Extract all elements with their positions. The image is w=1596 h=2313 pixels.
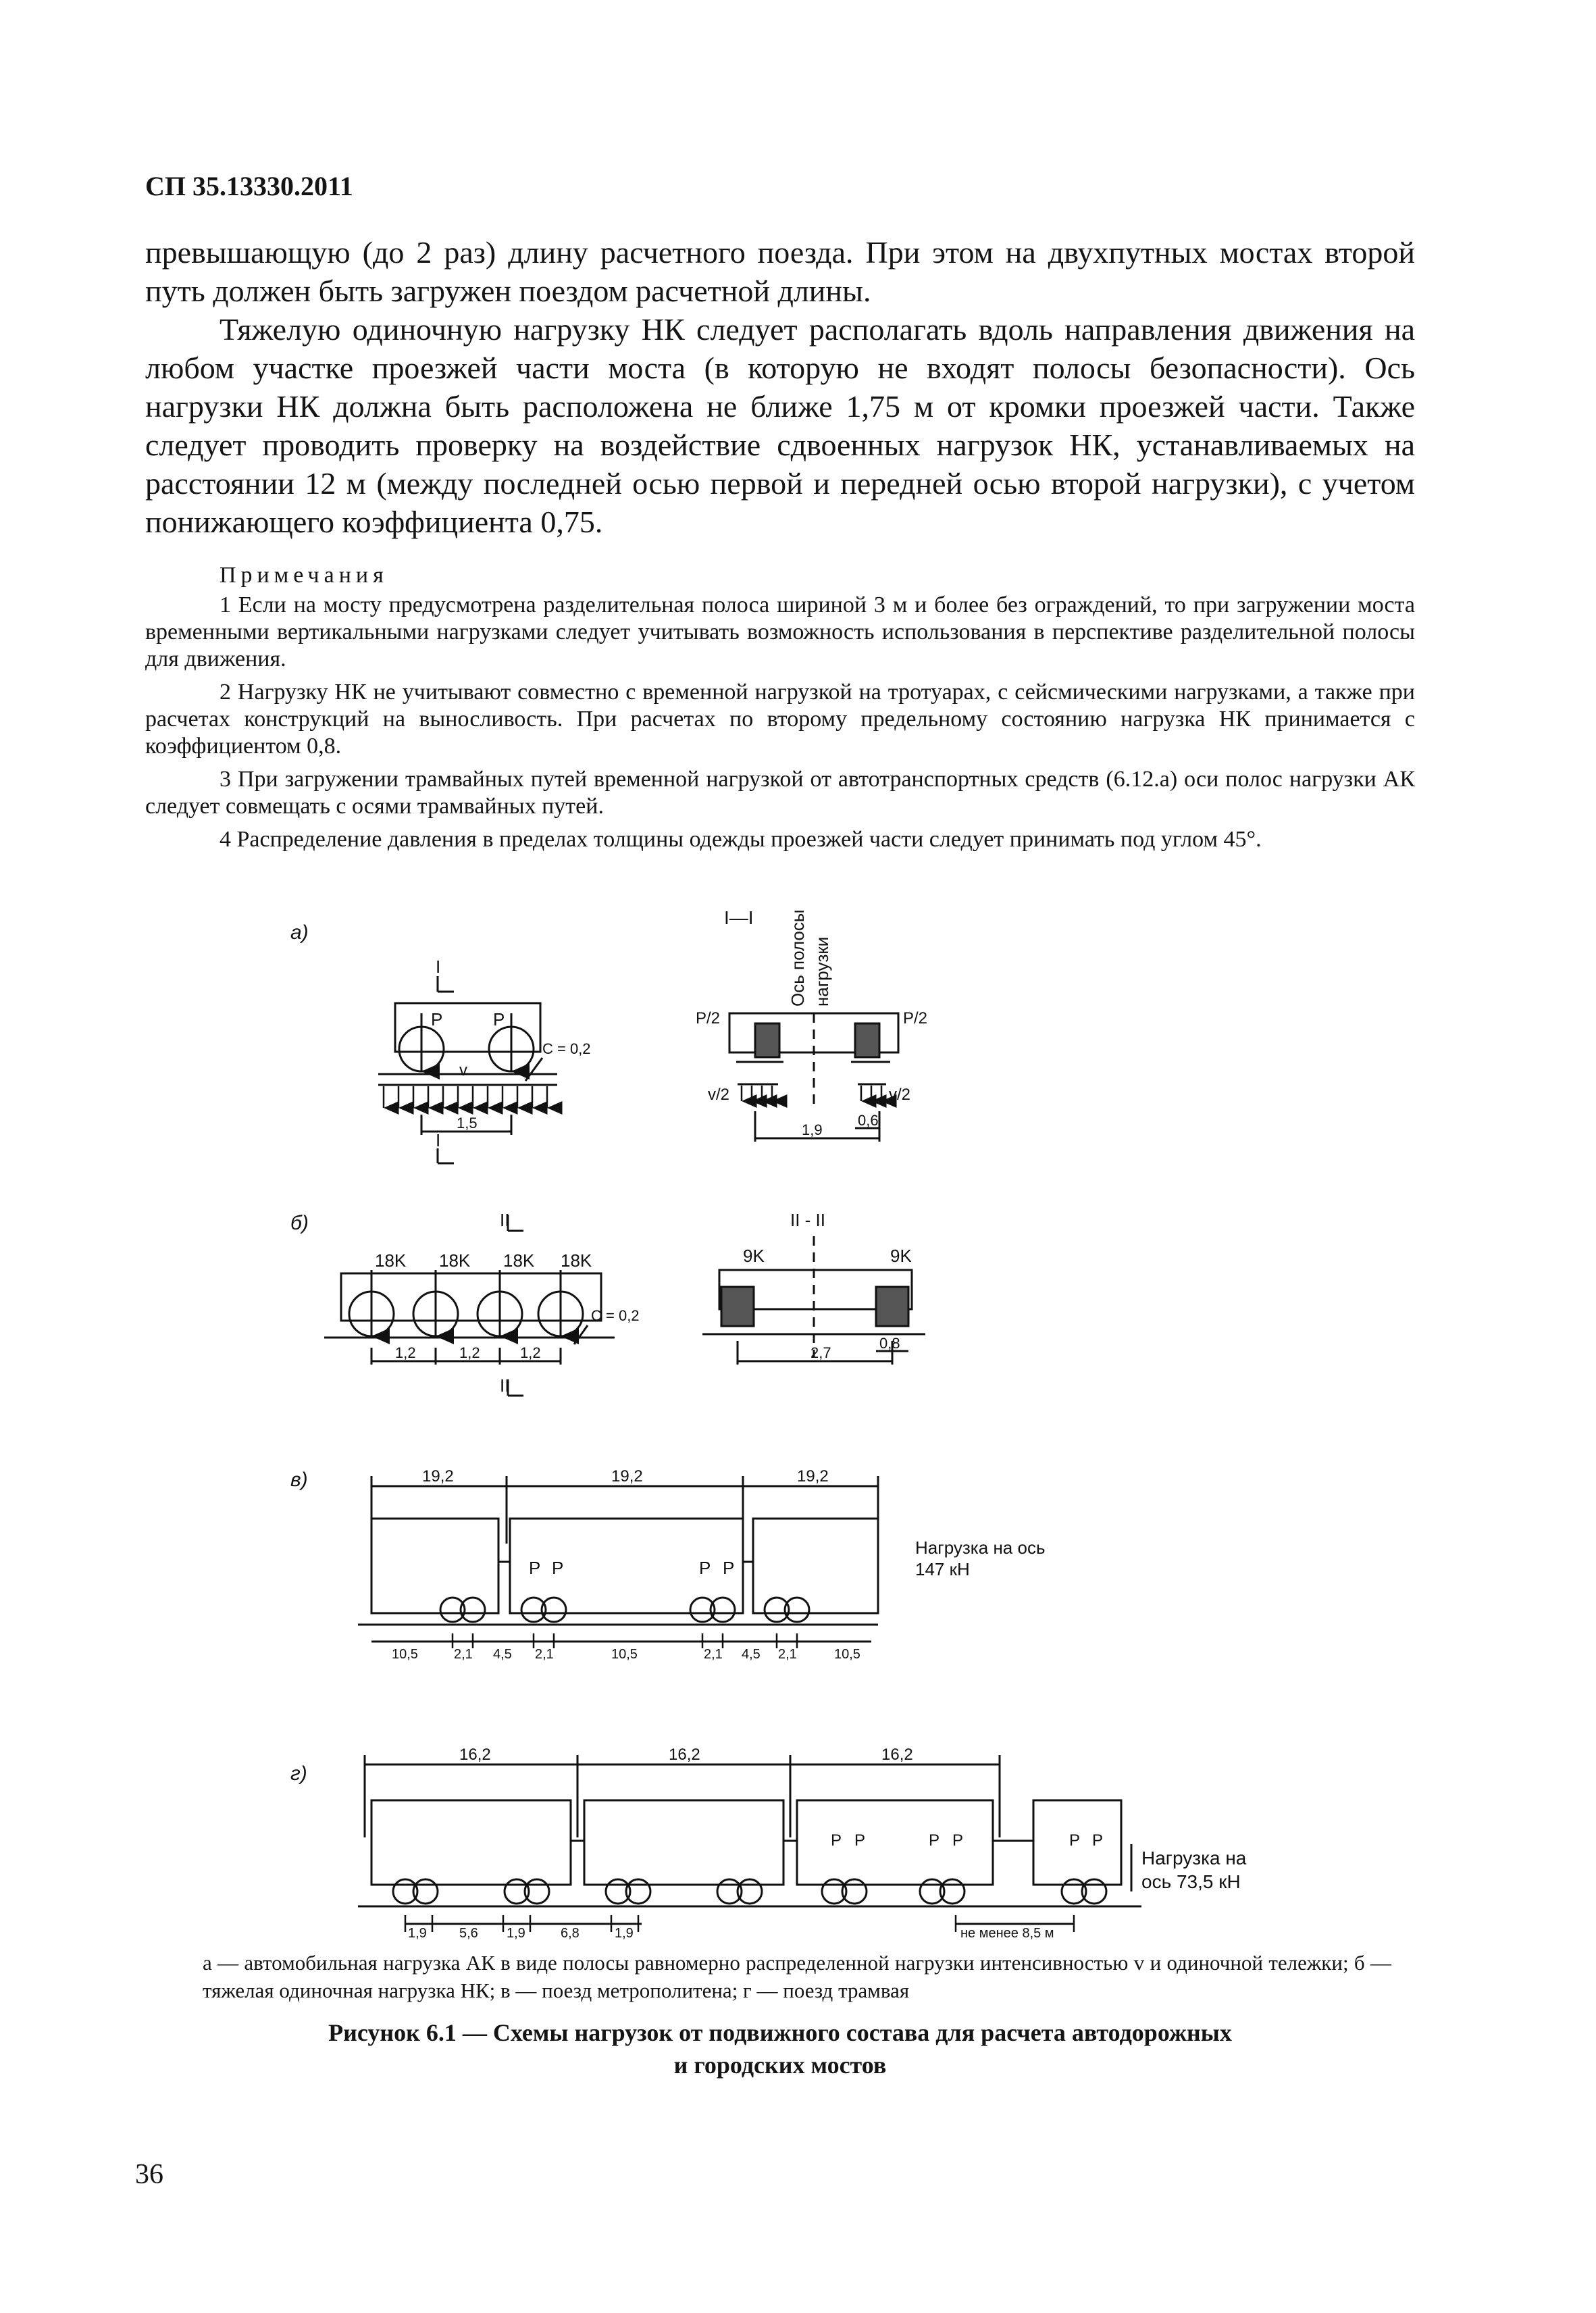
car-length: 16,2 xyxy=(881,1746,913,1764)
scheme-a xyxy=(290,907,927,1163)
notes-title: Примечания xyxy=(220,563,388,588)
dim-axle: 1,5 xyxy=(457,1115,478,1132)
dim-label: 1,2 xyxy=(520,1344,541,1361)
axis-label: Ось полосы xyxy=(788,909,808,1007)
dim-label: 5,6 xyxy=(459,1926,478,1941)
car-length: 16,2 xyxy=(459,1746,491,1764)
dim-label: 2,1 xyxy=(778,1647,797,1662)
dim-label: 2,1 xyxy=(454,1647,473,1662)
wheel-pair xyxy=(721,1287,754,1326)
axle-load-note: ось 73,5 кН xyxy=(1141,1871,1241,1892)
c-label: C = 0,2 xyxy=(542,1040,591,1057)
dim-label: 2,1 xyxy=(704,1647,723,1662)
cut-mark-bottom: I xyxy=(436,1130,441,1150)
dim-label: 2,1 xyxy=(535,1647,554,1662)
axle-label: P xyxy=(723,1558,735,1578)
axle-label: P xyxy=(1092,1831,1104,1850)
axle-label: P xyxy=(699,1558,711,1578)
scheme-a-label: а) xyxy=(290,921,309,944)
paragraph-continuation: превышающую (до 2 раз) длину расчетного поезда. При этом на двухпутных мостах второй путь должен быть загружен поездом расчетной длины. xyxy=(145,235,1415,308)
dim-label: 1,2 xyxy=(395,1344,416,1361)
dim-label: 1,2 xyxy=(459,1344,480,1361)
axle-label: P xyxy=(552,1558,564,1578)
v-half-label: v/2 xyxy=(708,1086,730,1104)
scheme-g xyxy=(290,1746,1247,1941)
nk-half-load: 9K xyxy=(890,1246,912,1266)
dim-wheel: 0,6 xyxy=(858,1112,879,1129)
axle-label: P xyxy=(1069,1831,1081,1850)
nk-load-label: 18K xyxy=(375,1250,407,1271)
axle-load-note: Нагрузка на ось xyxy=(915,1537,1046,1558)
axle-load-note: 147 кН xyxy=(915,1559,970,1579)
load-p-label: P xyxy=(431,1009,443,1030)
figure-title xyxy=(145,2016,1415,2081)
tram-car xyxy=(584,1800,783,1885)
axle-label: P xyxy=(854,1831,866,1850)
note-item: 4 Распределение давления в пределах толщины одежды проезжей части следует принимать под углом 45°. xyxy=(220,827,1262,852)
nk-load-label: 18K xyxy=(503,1250,535,1271)
axle-label: P xyxy=(929,1831,940,1850)
p-half-label: P/2 xyxy=(903,1009,928,1027)
axle-label: P xyxy=(529,1558,541,1578)
scheme-v xyxy=(290,1467,1046,1662)
note-item: 1 Если на мосту предусмотрена разделительная полоса шириной 3 м и более без ограждений, то при загружении моста временными вертикальными нагрузками следует учитывать возможность использования в перспективе разделительной полосы для движения. xyxy=(145,592,1415,671)
p-half-label: P/2 xyxy=(696,1009,721,1027)
car-length: 19,2 xyxy=(422,1467,454,1485)
cut-mark-top: I xyxy=(436,957,441,977)
dim-track: 2,7 xyxy=(810,1344,831,1361)
tram-car xyxy=(797,1800,993,1885)
load-p-label: P xyxy=(493,1009,505,1030)
dim-label: 10,5 xyxy=(611,1647,638,1662)
document-header: СП 35.13330.2011 xyxy=(145,171,353,201)
page-number: 36 xyxy=(135,2159,163,2190)
dim-label: 4,5 xyxy=(493,1647,512,1662)
dim-min-label: не менее 8,5 м xyxy=(960,1926,1054,1941)
wheel-pair xyxy=(755,1023,779,1057)
dim-wheel: 0,8 xyxy=(879,1335,900,1352)
cut-mark-top: II xyxy=(500,1210,510,1230)
figure-legend: а — автомобильная нагрузка АК в виде полосы равномерно распределенной нагрузки интенсивностью v и одиночной тележки; б — тяжелая одиночная нагрузка НК; в — поезд метрополитена; г — поезд трамвая xyxy=(203,1951,1391,2002)
c-label: C = 0,2 xyxy=(591,1307,640,1324)
paragraph-nk-load: Тяжелую одиночную нагрузку НК следует располагать вдоль направления движения на любом участке проезжей части моста (в которую не входят полосы безопасности). Ось нагрузки НК должна быть расположена не ближе 1,75 м от кромки проезжей части. Также следует проводить проверку на воздействие сдвоенных нагрузок НК, устанавливаемых на расстоянии 12 м (между последней осью первой и передней осью второй нагрузки), с учетом понижающего коэффициента 0,75. xyxy=(145,312,1415,539)
dim-track: 1,9 xyxy=(802,1121,823,1138)
dim-label: 4,5 xyxy=(742,1647,761,1662)
note-item: 2 Нагрузку НК не учитывают совместно с временной нагрузкой на тротуарах, с сейсмическими нагрузками, а также при расчетах конструкций на выносливость. При расчетах по второму предельному состоянию нагрузка НК принимается с коэффициентом 0,8. xyxy=(145,680,1415,759)
section-title: I—I xyxy=(724,907,754,928)
cut-mark-bottom: II xyxy=(500,1375,510,1396)
nk-load-label: 18K xyxy=(439,1250,471,1271)
section-title: II - II xyxy=(790,1210,825,1230)
dim-label: 10,5 xyxy=(392,1647,418,1662)
axle-label: P xyxy=(831,1831,842,1850)
note-item: 3 При загружении трамвайных путей временной нагрузкой от автотранспортных средств (6.12.а) оси полос нагрузки АК следует совмещать с осями трамвайных путей. xyxy=(145,767,1415,819)
dim-label: 1,9 xyxy=(408,1926,427,1941)
v-label: v xyxy=(459,1061,467,1079)
dim-label: 10,5 xyxy=(834,1647,860,1662)
scheme-b xyxy=(290,1210,925,1396)
dim-label: 6,8 xyxy=(561,1926,580,1941)
axle-label: P xyxy=(952,1831,964,1850)
wheel-pair xyxy=(855,1023,879,1057)
figure-title-line: Рисунок 6.1 — Схемы нагрузок от подвижного состава для расчета автодорожных xyxy=(328,2019,1232,2046)
tram-car xyxy=(371,1800,571,1885)
axle-load-note: Нагрузка на xyxy=(1141,1848,1247,1869)
v-half-label: v/2 xyxy=(889,1086,911,1104)
axis-label: нагрузки xyxy=(812,936,832,1007)
nk-body xyxy=(341,1273,601,1321)
nk-load-label: 18K xyxy=(561,1250,592,1271)
dim-label: 1,9 xyxy=(507,1926,525,1941)
car-length: 19,2 xyxy=(611,1467,643,1485)
car-length: 19,2 xyxy=(797,1467,829,1485)
wheel-pair xyxy=(876,1287,908,1326)
figure-title-line: и городских мостов xyxy=(673,2052,887,2079)
car-length: 16,2 xyxy=(669,1746,700,1764)
scheme-b-label: б) xyxy=(290,1212,309,1234)
dim-label: 1,9 xyxy=(615,1926,634,1941)
nk-half-load: 9K xyxy=(743,1246,765,1266)
scheme-v-label: в) xyxy=(290,1469,308,1491)
scheme-g-label: г) xyxy=(290,1762,307,1785)
